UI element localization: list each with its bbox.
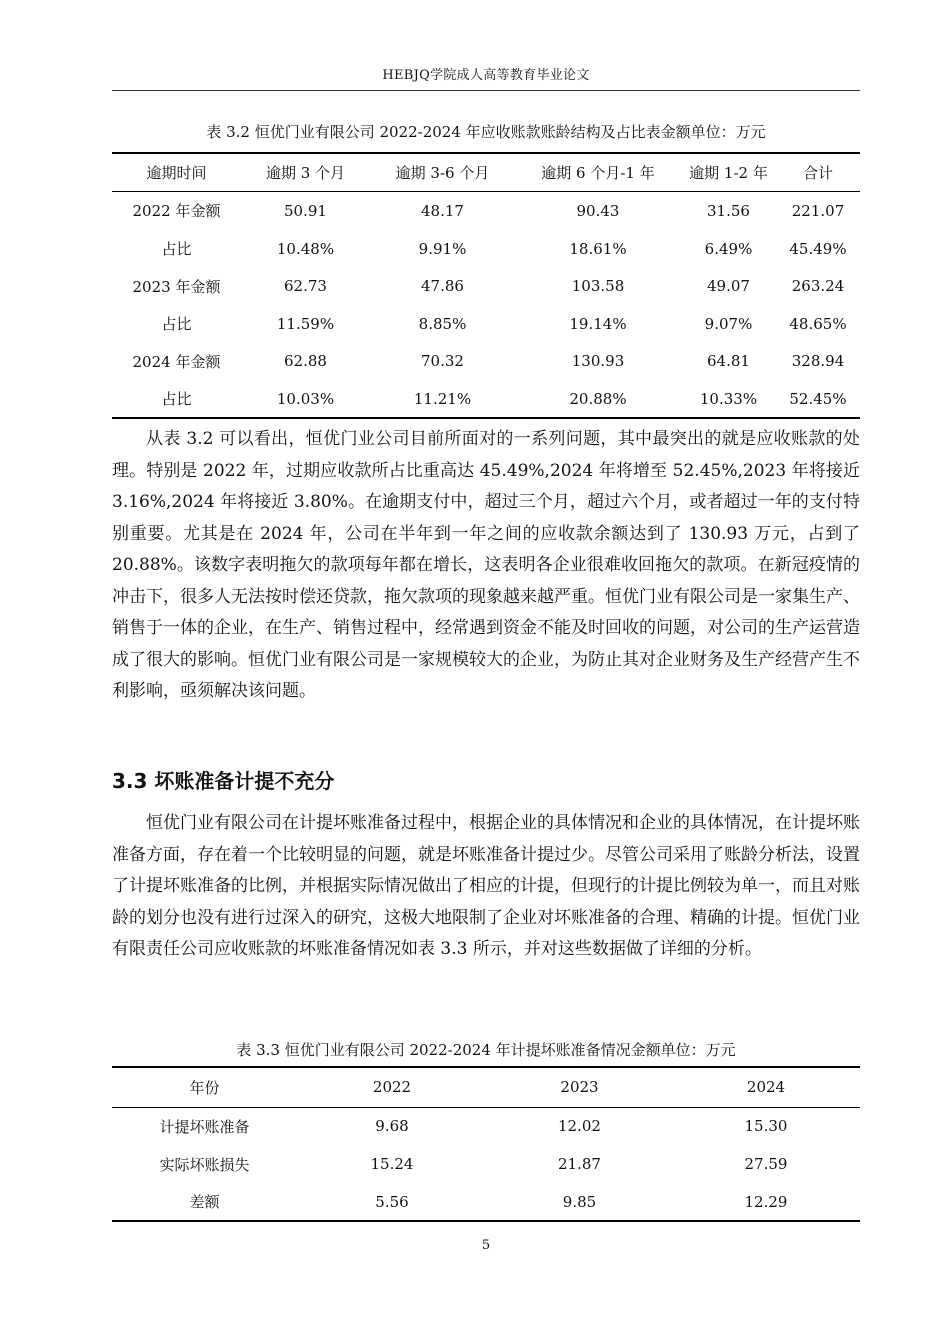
table-cell: 62.88 — [284, 352, 327, 370]
table-row — [112, 230, 860, 267]
table-cell: 15.24 — [370, 1155, 414, 1173]
table-header-row — [112, 153, 860, 191]
table-cell: 15.30 — [744, 1117, 788, 1136]
table-cell: 2022 年金额 — [132, 202, 221, 221]
table-cell: 50.91 — [284, 201, 327, 220]
table-cell: 11.59% — [276, 314, 335, 333]
table-cell: 占比 — [161, 315, 192, 333]
table-row — [112, 1183, 860, 1221]
section-heading: 3.3 坏账准备计提不充分 — [112, 769, 335, 793]
table-header-cell: 合计 — [802, 163, 833, 182]
bad-debt-table — [112, 1066, 860, 1222]
table-cell: 48.17 — [421, 201, 464, 220]
table-cell: 21.87 — [558, 1155, 601, 1173]
table-cell: 263.24 — [791, 277, 845, 295]
table-cell: 8.85% — [418, 314, 467, 333]
table-cell: 27.59 — [744, 1155, 788, 1173]
table-cell: 45.49% — [789, 239, 847, 258]
analysis-paragraph: 从表 3.2 可以看出，恒优门业公司目前所面对的一系列问题，其中最突出的就是应收账款的处理。特别是 2022 年，过期应收款所占比重高达 45.49%,2024 年将增至 52.45%,2023 年将接近 3.16%,2024 年将接近 3.80%。在逾期支付中，超过三个月，超过六个月，或者超过一年的支付特别重要。尤其是在 2024 年，公司在半年到一年之间的应收款余额达到了 130.93 万元，占到了 20.88%。该数字表明拖欠的款项每年都在增长，这表明各企业很难收回拖欠的款项。在新冠疫情的冲击下，很多人无法按时偿还贷款，拖欠款项的现象越来越严重。恒优门业有限公司是一家集生产、销售于一体的企业，在生产、销售过程中，经常遇到资金不能及时回收的问题，对公司的生产运营造成了很大的影响。恒优门业有限公司是一家规模较大的企业，为防止其对企业财务及生产经营产生不利影响，亟须解决该问题。 — [112, 429, 860, 701]
table-header-cell: 逾期 3 个月 — [265, 163, 346, 182]
table-cell: 62.73 — [284, 277, 327, 295]
table-cell: 2023 年金额 — [132, 277, 221, 296]
table-cell: 64.81 — [707, 352, 750, 370]
bad-debt-paragraph: 恒优门业有限公司在计提坏账准备过程中，根据企业的具体情况和企业的具体情况，在计提坏账准备方面，存在着一个比较明显的问题，就是坏账准备计提过少。尽管公司采用了账龄分析法，设置了计提坏账准备的比例，并根据实际情况做出了相应的计提，但现行的计提比例较为单一，而且对账龄的划分也没有进行过深入的研究，这极大地限制了企业对坏账准备的合理、精确的计提。恒优门业有限责任公司应收账款的坏账准备情况如表 3.3 所示，并对这些数据做了详细的分析。 — [112, 813, 860, 959]
table-cell: 2024 年金额 — [132, 352, 221, 371]
table-cell: 12.29 — [744, 1192, 788, 1211]
table-cell: 计提坏账准备 — [159, 1117, 250, 1136]
header-rule — [112, 90, 860, 91]
page-header: HEBJQ学院成人高等教育毕业论文 — [382, 68, 590, 83]
table-cell: 占比 — [161, 390, 192, 408]
table-row — [112, 380, 860, 418]
table-header-cell: 年份 — [189, 1078, 220, 1097]
aging-structure-table — [112, 152, 860, 419]
table-cell: 5.56 — [375, 1192, 409, 1211]
table-cell: 103.58 — [571, 277, 625, 295]
table-cell: 130.93 — [571, 352, 625, 370]
table-cell: 90.43 — [576, 201, 620, 220]
table-cell: 9.07% — [704, 314, 753, 333]
table-3-2-caption: 表 3.2 恒优门业有限公司 2022-2024 年应收账款账龄结构及占比表金额单位：万元 — [206, 123, 766, 141]
table-cell: 10.33% — [699, 389, 758, 408]
table-header-cell: 2023 — [560, 1078, 599, 1097]
table-3-3-caption: 表 3.3 恒优门业有限公司 2022-2024 年计提坏账准备情况金额单位：万元 — [236, 1041, 736, 1059]
table-cell: 占比 — [161, 240, 192, 258]
table-cell: 221.07 — [791, 201, 845, 220]
table-cell: 6.49% — [704, 239, 753, 258]
table-cell: 11.21% — [413, 389, 472, 408]
table-cell: 12.02 — [558, 1117, 601, 1136]
table-cell: 9.68 — [375, 1117, 409, 1136]
table-cell: 10.03% — [276, 389, 335, 408]
table-cell: 49.07 — [707, 277, 750, 295]
table-row — [112, 267, 860, 305]
table-header-cell: 逾期时间 — [146, 163, 207, 182]
table-cell: 52.45% — [789, 389, 847, 408]
table-cell: 实际坏账损失 — [159, 1155, 250, 1174]
table-header-row — [112, 1067, 860, 1107]
table-cell: 328.94 — [791, 352, 845, 370]
page-number: 5 — [481, 1238, 491, 1253]
table-header-cell: 逾期 6 个月-1 年 — [541, 163, 655, 182]
table-cell: 差额 — [189, 1193, 220, 1211]
table-row — [112, 1145, 860, 1183]
table-cell: 31.56 — [707, 201, 750, 220]
table-cell: 70.32 — [421, 352, 464, 370]
table-row — [112, 1107, 860, 1145]
table-row — [112, 342, 860, 380]
table-header-cell: 逾期 1-2 年 — [689, 163, 768, 182]
table-cell: 47.86 — [421, 277, 464, 295]
table-cell: 18.61% — [569, 239, 627, 258]
table-row — [112, 191, 860, 230]
table-cell: 19.14% — [569, 314, 627, 333]
table-cell: 20.88% — [569, 389, 627, 408]
table-cell: 10.48% — [276, 239, 335, 258]
table-cell: 9.85 — [562, 1192, 597, 1211]
table-row — [112, 305, 860, 342]
table-header-cell: 2022 — [372, 1078, 412, 1097]
table-cell: 9.91% — [418, 239, 467, 258]
table-cell: 48.65% — [789, 314, 847, 333]
table-header-cell: 2024 — [746, 1078, 786, 1097]
table-header-cell: 逾期 3-6 个月 — [395, 163, 490, 182]
